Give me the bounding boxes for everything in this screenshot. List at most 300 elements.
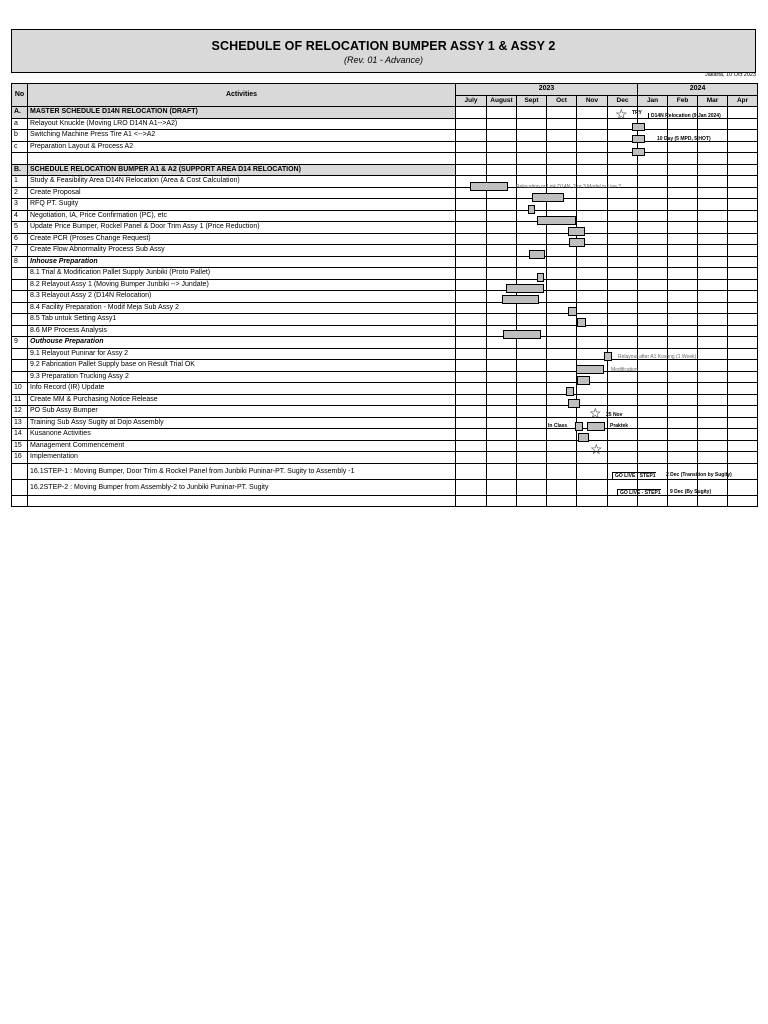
table-row bbox=[12, 141, 758, 153]
month-cell bbox=[456, 463, 487, 479]
table-row bbox=[12, 222, 758, 234]
month-cell bbox=[608, 348, 638, 360]
month-cell bbox=[608, 495, 638, 507]
month-cell bbox=[728, 360, 758, 372]
month-cell bbox=[728, 256, 758, 268]
month-cell bbox=[698, 360, 728, 372]
month-cell bbox=[698, 164, 728, 176]
schedule-table bbox=[11, 83, 758, 507]
month-cell bbox=[698, 222, 728, 234]
month-cell bbox=[668, 187, 698, 199]
month-cell bbox=[577, 360, 608, 372]
page-title: SCHEDULE OF RELOCATION BUMPER ASSY 1 & ASSY 2 bbox=[211, 39, 556, 53]
month-cell bbox=[608, 383, 638, 395]
month-cell bbox=[698, 291, 728, 303]
month-cell bbox=[577, 325, 608, 337]
row-number bbox=[12, 325, 28, 337]
month-cell bbox=[547, 325, 577, 337]
month-cell bbox=[547, 118, 577, 130]
document-date: Jakarta, 10 Oct 2023 bbox=[704, 72, 756, 78]
month-cell bbox=[547, 302, 577, 314]
month-cell bbox=[668, 199, 698, 211]
month-cell bbox=[517, 495, 547, 507]
month-cell bbox=[547, 291, 577, 303]
month-cell bbox=[577, 394, 608, 406]
month-cell bbox=[608, 360, 638, 372]
month-cell bbox=[456, 360, 487, 372]
month-cell bbox=[728, 337, 758, 349]
note-modification: Modification bbox=[611, 367, 638, 373]
month-cell bbox=[547, 141, 577, 153]
month-cell bbox=[517, 187, 547, 199]
month-cell bbox=[547, 176, 577, 188]
month-cell bbox=[547, 279, 577, 291]
month-cell bbox=[638, 164, 668, 176]
table-row bbox=[12, 302, 758, 314]
month-cell bbox=[668, 118, 698, 130]
month-cell bbox=[487, 107, 517, 119]
table-row bbox=[12, 130, 758, 142]
table-row bbox=[12, 210, 758, 222]
star-icon: ☆ bbox=[615, 106, 628, 122]
month-cell bbox=[638, 429, 668, 441]
month-cell bbox=[608, 176, 638, 188]
month-cell bbox=[577, 291, 608, 303]
row-number: 3 bbox=[12, 199, 28, 211]
month-cell bbox=[517, 302, 547, 314]
month-cell bbox=[608, 187, 638, 199]
activity-label: Negotiation, IA, Price Confirmation (PC), etc bbox=[28, 210, 456, 222]
row-number: 16 bbox=[12, 452, 28, 464]
month-cell bbox=[517, 233, 547, 245]
header-no: No bbox=[12, 84, 28, 107]
month-cell bbox=[456, 337, 487, 349]
month-cell bbox=[517, 452, 547, 464]
month-cell bbox=[638, 325, 668, 337]
month-cell bbox=[487, 164, 517, 176]
month-cell bbox=[487, 302, 517, 314]
table-row bbox=[12, 118, 758, 130]
month-cell bbox=[487, 141, 517, 153]
month-cell bbox=[638, 371, 668, 383]
month-cell bbox=[608, 164, 638, 176]
month-cell bbox=[608, 210, 638, 222]
month-cell bbox=[577, 279, 608, 291]
month-cell bbox=[698, 479, 728, 495]
month-cell bbox=[547, 199, 577, 211]
month-cell bbox=[638, 440, 668, 452]
month-cell bbox=[698, 348, 728, 360]
month-cell bbox=[456, 429, 487, 441]
activity-label: Implementation bbox=[28, 452, 456, 464]
month-cell bbox=[608, 106, 638, 122]
activity-label: Switching Machine Press Tire A1 <-->A2 bbox=[28, 130, 456, 142]
month-cell bbox=[698, 199, 728, 211]
month-cell bbox=[638, 199, 668, 211]
month-cell bbox=[547, 222, 577, 234]
month-cell bbox=[728, 199, 758, 211]
month-cell bbox=[608, 256, 638, 268]
month-cell bbox=[487, 222, 517, 234]
month-cell bbox=[698, 210, 728, 222]
month-cell bbox=[668, 479, 698, 495]
month-cell bbox=[517, 463, 547, 479]
header-month: Oct bbox=[547, 95, 577, 107]
month-cell bbox=[456, 153, 487, 165]
month-cell bbox=[638, 245, 668, 257]
month-cell bbox=[577, 176, 608, 188]
month-cell bbox=[456, 440, 487, 452]
month-cell bbox=[577, 164, 608, 176]
month-cell bbox=[668, 279, 698, 291]
month-cell bbox=[728, 164, 758, 176]
activity-label bbox=[28, 153, 456, 165]
month-cell bbox=[517, 164, 547, 176]
header-activities: Activities bbox=[28, 84, 456, 107]
activity-label: Preparation Layout & Process A2 bbox=[28, 141, 456, 153]
month-cell bbox=[668, 130, 698, 142]
month-cell bbox=[577, 222, 608, 234]
month-cell bbox=[608, 440, 638, 452]
month-cell bbox=[698, 495, 728, 507]
month-cell bbox=[487, 314, 517, 326]
month-cell bbox=[456, 479, 487, 495]
activity-label: 16.1STEP-1 : Moving Bumper, Door Trim & Rockel Panel from Junbiki Puninar-PT. Sugity to Assembly -1 bbox=[28, 463, 456, 479]
month-cell bbox=[698, 302, 728, 314]
month-cell bbox=[698, 383, 728, 395]
month-cell bbox=[577, 417, 608, 429]
month-cell bbox=[456, 245, 487, 257]
table-row bbox=[12, 479, 758, 495]
month-cell bbox=[608, 417, 638, 429]
month-cell bbox=[487, 118, 517, 130]
month-cell bbox=[638, 118, 668, 130]
month-cell bbox=[487, 406, 517, 418]
month-cell bbox=[638, 222, 668, 234]
month-cell bbox=[547, 463, 577, 479]
month-cell bbox=[547, 429, 577, 441]
month-cell bbox=[517, 176, 547, 188]
note-d14n-relocation: D14N Relocation (9 Jan 2024) bbox=[648, 113, 721, 119]
month-cell bbox=[638, 406, 668, 418]
month-cell bbox=[698, 417, 728, 429]
month-cell bbox=[728, 479, 758, 495]
month-cell bbox=[728, 210, 758, 222]
month-cell bbox=[547, 360, 577, 372]
month-cell bbox=[638, 417, 668, 429]
month-cell bbox=[577, 440, 608, 452]
activity-label bbox=[28, 495, 456, 507]
month-cell bbox=[517, 417, 547, 429]
month-cell bbox=[638, 268, 668, 280]
month-cell bbox=[577, 153, 608, 165]
month-cell bbox=[668, 417, 698, 429]
table-row bbox=[12, 406, 758, 418]
month-cell bbox=[487, 383, 517, 395]
activity-label: Outhouse Preparation bbox=[28, 337, 456, 349]
row-number: 13 bbox=[12, 417, 28, 429]
month-cell bbox=[577, 452, 608, 464]
month-cell bbox=[728, 348, 758, 360]
month-cell bbox=[456, 394, 487, 406]
month-cell bbox=[638, 176, 668, 188]
month-cell bbox=[456, 452, 487, 464]
month-cell bbox=[517, 371, 547, 383]
month-cell bbox=[487, 479, 517, 495]
month-cell bbox=[577, 479, 608, 495]
activity-label: Kusanone Activities bbox=[28, 429, 456, 441]
note-golive-1-date: 2 Dec (Transition by Sugity) bbox=[666, 472, 732, 478]
row-number bbox=[12, 348, 28, 360]
row-number bbox=[12, 463, 28, 479]
month-cell bbox=[698, 463, 728, 479]
month-cell bbox=[547, 130, 577, 142]
activity-label: Study & Feasibility Area D14N Relocation (Area & Cost Calculation) bbox=[28, 176, 456, 188]
month-cell bbox=[577, 348, 608, 360]
month-cell bbox=[608, 314, 638, 326]
activity-label: MASTER SCHEDULE D14N RELOCATION (DRAFT) bbox=[28, 107, 456, 119]
month-cell bbox=[638, 360, 668, 372]
table-row bbox=[12, 394, 758, 406]
month-cell bbox=[728, 268, 758, 280]
month-cell bbox=[638, 256, 668, 268]
month-cell bbox=[728, 302, 758, 314]
table-row bbox=[12, 314, 758, 326]
note-25-nov: 25 Nov bbox=[606, 412, 623, 418]
month-cell bbox=[547, 406, 577, 418]
row-number: 15 bbox=[12, 440, 28, 452]
month-cell bbox=[608, 479, 638, 495]
month-cell bbox=[728, 153, 758, 165]
month-cell bbox=[547, 383, 577, 395]
month-cell bbox=[638, 463, 668, 479]
month-cell bbox=[608, 130, 638, 142]
month-cell bbox=[456, 176, 487, 188]
activity-label: 8.3 Relayout Assy 2 (D14N Relocation) bbox=[28, 291, 456, 303]
month-cell bbox=[517, 394, 547, 406]
month-cell bbox=[577, 245, 608, 257]
month-cell bbox=[517, 291, 547, 303]
month-cell bbox=[487, 495, 517, 507]
table-row bbox=[12, 245, 758, 257]
activity-label: Inhouse Preparation bbox=[28, 256, 456, 268]
month-cell bbox=[517, 256, 547, 268]
month-cell bbox=[698, 337, 728, 349]
header-month: Sept bbox=[517, 95, 547, 107]
month-cell bbox=[668, 256, 698, 268]
row-number: 8 bbox=[12, 256, 28, 268]
month-cell bbox=[668, 141, 698, 153]
row-number bbox=[12, 291, 28, 303]
month-cell bbox=[517, 245, 547, 257]
month-cell bbox=[517, 337, 547, 349]
month-cell bbox=[577, 199, 608, 211]
activity-label: Management Commencement bbox=[28, 440, 456, 452]
month-cell bbox=[577, 187, 608, 199]
month-cell bbox=[608, 153, 638, 165]
month-cell bbox=[728, 417, 758, 429]
month-cell bbox=[487, 291, 517, 303]
month-cell bbox=[728, 429, 758, 441]
month-cell bbox=[487, 187, 517, 199]
row-number: 11 bbox=[12, 394, 28, 406]
month-cell bbox=[668, 153, 698, 165]
month-cell bbox=[698, 268, 728, 280]
row-number bbox=[12, 314, 28, 326]
month-cell bbox=[608, 302, 638, 314]
header-month: Mar bbox=[698, 95, 728, 107]
activity-label: 9.3 Preparation Trucking Assy 2 bbox=[28, 371, 456, 383]
month-cell bbox=[456, 222, 487, 234]
month-cell bbox=[487, 176, 517, 188]
month-cell bbox=[487, 210, 517, 222]
header-year-2024: 2024 bbox=[638, 84, 758, 96]
row-number: a bbox=[12, 118, 28, 130]
month-cell bbox=[638, 233, 668, 245]
month-cell bbox=[728, 463, 758, 479]
month-cell bbox=[608, 406, 638, 418]
table-row bbox=[12, 383, 758, 395]
month-cell bbox=[456, 141, 487, 153]
month-cell bbox=[728, 325, 758, 337]
table-row bbox=[12, 348, 758, 360]
header-month: July bbox=[456, 95, 487, 107]
row-number bbox=[12, 360, 28, 372]
month-cell bbox=[638, 394, 668, 406]
month-cell bbox=[547, 210, 577, 222]
month-cell bbox=[456, 199, 487, 211]
month-cell bbox=[487, 452, 517, 464]
month-cell bbox=[728, 495, 758, 507]
table-row bbox=[12, 452, 758, 464]
month-cell bbox=[577, 314, 608, 326]
month-cell bbox=[517, 325, 547, 337]
month-cell bbox=[728, 314, 758, 326]
month-cell bbox=[487, 360, 517, 372]
month-cell bbox=[577, 233, 608, 245]
month-cell bbox=[577, 141, 608, 153]
row-number bbox=[12, 153, 28, 165]
month-cell bbox=[728, 233, 758, 245]
row-number: 9 bbox=[12, 337, 28, 349]
month-cell bbox=[668, 360, 698, 372]
month-cell bbox=[728, 394, 758, 406]
month-cell bbox=[577, 210, 608, 222]
month-cell bbox=[456, 314, 487, 326]
month-cell bbox=[517, 406, 547, 418]
month-cell bbox=[638, 495, 668, 507]
month-cell bbox=[608, 325, 638, 337]
row-number: 10 bbox=[12, 383, 28, 395]
month-cell bbox=[487, 394, 517, 406]
month-cell bbox=[668, 394, 698, 406]
month-cell bbox=[728, 118, 758, 130]
month-cell bbox=[608, 268, 638, 280]
month-cell bbox=[487, 371, 517, 383]
month-cell bbox=[577, 118, 608, 130]
month-cell bbox=[456, 406, 487, 418]
month-cell bbox=[456, 291, 487, 303]
month-cell bbox=[668, 302, 698, 314]
row-number: 6 bbox=[12, 233, 28, 245]
month-cell bbox=[638, 348, 668, 360]
month-cell bbox=[577, 256, 608, 268]
month-cell bbox=[608, 279, 638, 291]
month-cell bbox=[487, 429, 517, 441]
month-cell bbox=[698, 130, 728, 142]
month-cell bbox=[577, 405, 608, 421]
title-block bbox=[11, 29, 756, 72]
table-row bbox=[12, 199, 758, 211]
month-cell bbox=[668, 337, 698, 349]
row-number bbox=[12, 279, 28, 291]
month-cell bbox=[517, 107, 547, 119]
month-cell bbox=[487, 153, 517, 165]
month-cell bbox=[547, 440, 577, 452]
month-cell bbox=[577, 302, 608, 314]
activity-label: RFQ PT. Sugity bbox=[28, 199, 456, 211]
month-cell bbox=[547, 245, 577, 257]
month-cell bbox=[728, 452, 758, 464]
month-cell bbox=[577, 495, 608, 507]
note-try: TRY bbox=[632, 110, 642, 116]
activity-label: Info Record (IR) Update bbox=[28, 383, 456, 395]
month-cell bbox=[517, 153, 547, 165]
month-cell bbox=[547, 394, 577, 406]
row-number: c bbox=[12, 141, 28, 153]
month-cell bbox=[638, 210, 668, 222]
month-cell bbox=[728, 130, 758, 142]
month-cell bbox=[456, 348, 487, 360]
table-row bbox=[12, 153, 758, 165]
month-cell bbox=[487, 417, 517, 429]
month-cell bbox=[487, 440, 517, 452]
month-cell bbox=[487, 279, 517, 291]
month-cell bbox=[638, 302, 668, 314]
header-month: August bbox=[487, 95, 517, 107]
month-cell bbox=[698, 187, 728, 199]
table-row bbox=[12, 429, 758, 441]
month-cell bbox=[728, 187, 758, 199]
month-cell bbox=[547, 268, 577, 280]
month-cell bbox=[608, 118, 638, 130]
month-cell bbox=[487, 256, 517, 268]
month-cell bbox=[608, 463, 638, 479]
month-cell bbox=[608, 429, 638, 441]
month-cell bbox=[608, 394, 638, 406]
month-cell bbox=[456, 268, 487, 280]
month-cell bbox=[638, 479, 668, 495]
activity-label: 8.6 MP Process Analysis bbox=[28, 325, 456, 337]
activity-label: 16.2STEP-2 : Moving Bumper from Assembly-2 to Junbiki Puninar-PT. Sugity bbox=[28, 479, 456, 495]
row-number: 14 bbox=[12, 429, 28, 441]
month-cell bbox=[668, 291, 698, 303]
note-golive-1: GO LIVE - STEP1 bbox=[612, 472, 656, 479]
row-number: 7 bbox=[12, 245, 28, 257]
note-relayout-after: Relayout after A1 Kosong (1 Week) bbox=[618, 354, 697, 360]
row-number: 5 bbox=[12, 222, 28, 234]
month-cell bbox=[668, 495, 698, 507]
activity-label: Create PCR (Proses Change Request) bbox=[28, 233, 456, 245]
month-cell bbox=[547, 153, 577, 165]
month-cell bbox=[698, 429, 728, 441]
page-subtitle: (Rev. 01 - Advance) bbox=[343, 55, 424, 65]
activity-label: Create Flow Abnormality Process Sub Assy bbox=[28, 245, 456, 257]
table-row bbox=[12, 495, 758, 507]
month-cell bbox=[728, 176, 758, 188]
row-number: 2 bbox=[12, 187, 28, 199]
row-number: b bbox=[12, 130, 28, 142]
